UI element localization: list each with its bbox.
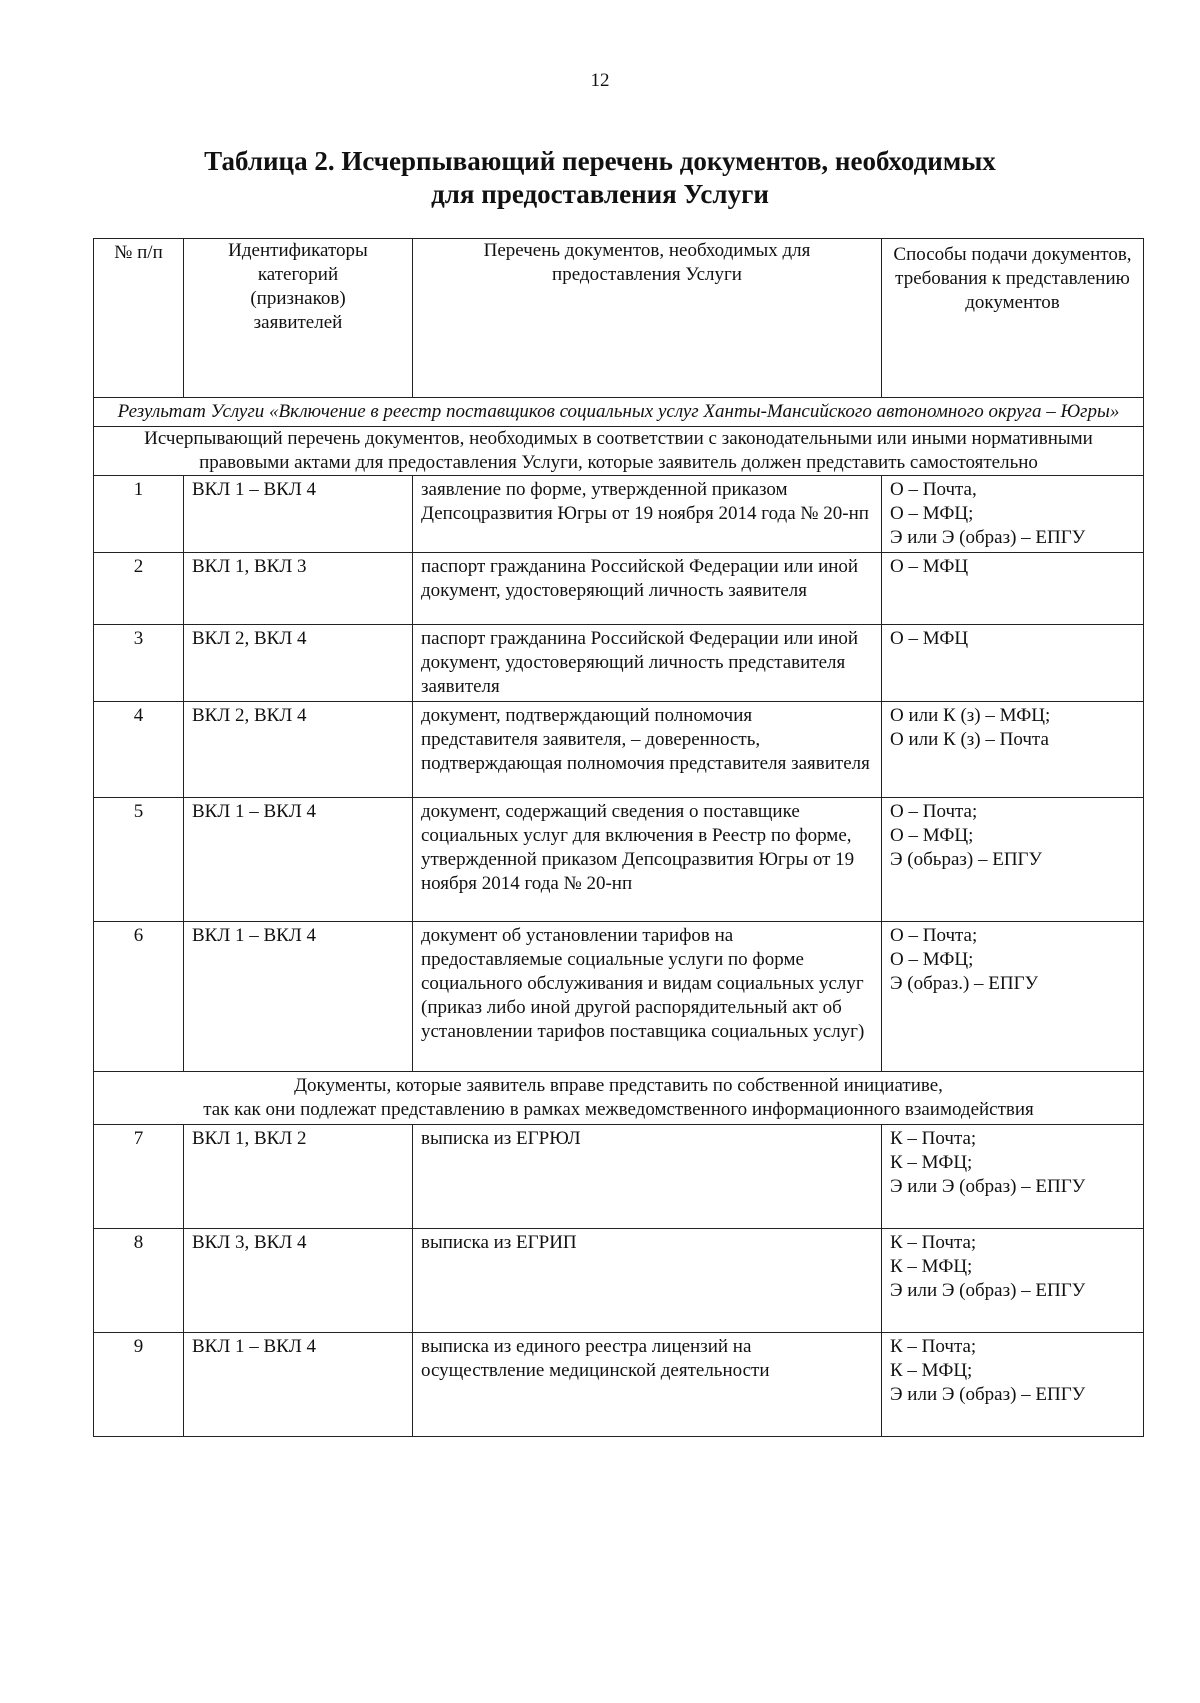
row-methods	[882, 1125, 1144, 1229]
method-line: О – Почта;	[890, 925, 978, 946]
method-line: К – МФЦ;	[890, 1152, 973, 1173]
row-methods	[882, 1333, 1144, 1437]
row-category: ВКЛ 1 – ВКЛ 4	[184, 476, 413, 553]
row-number: 3	[94, 625, 184, 702]
row-category: ВКЛ 3, ВКЛ 4	[184, 1229, 413, 1333]
method-line: К – МФЦ;	[890, 1360, 973, 1381]
row-category: ВКЛ 1 – ВКЛ 4	[184, 798, 413, 922]
documents-table	[93, 238, 1144, 1437]
section-2-line-1: Документы, которые заявитель вправе представить по собственной инициативе,	[294, 1075, 943, 1096]
method-line: О – Почта,	[890, 479, 977, 500]
method-line: О – Почта;	[890, 801, 978, 822]
page-title	[0, 145, 1200, 211]
method-line: О – МФЦ;	[890, 949, 974, 970]
row-methods	[882, 922, 1144, 1072]
table-row	[94, 702, 1144, 798]
row-category: ВКЛ 1 – ВКЛ 4	[184, 1333, 413, 1437]
table-row	[94, 1333, 1144, 1437]
table-row	[94, 798, 1144, 922]
method-line: О или К (з) – Почта	[890, 729, 1049, 750]
row-document: заявление по форме, утвержденной приказом Депсоцразвития Югры от 19 ноября 2014 года № 20-нп	[413, 476, 882, 553]
row-document: документ, подтверждающий полномочия представителя заявителя, – доверенность, подтверждающая полномочия представителя заявителя	[413, 702, 882, 798]
optional-documents-group	[94, 1125, 1144, 1437]
row-category: ВКЛ 1, ВКЛ 3	[184, 553, 413, 625]
table-row	[94, 1125, 1144, 1229]
row-document: паспорт гражданина Российской Федерации или иной документ, удостоверяющий личность заявителя	[413, 553, 882, 625]
method-line: О – МФЦ;	[890, 503, 974, 524]
row-number: 4	[94, 702, 184, 798]
row-number: 9	[94, 1333, 184, 1437]
section-2-row	[94, 1072, 1144, 1125]
row-document: выписка из единого реестра лицензий на осуществление медицинской деятельности	[413, 1333, 882, 1437]
method-line: О – МФЦ	[890, 556, 969, 577]
header-methods: Способы подачи документов, требования к представлению документов	[882, 239, 1144, 398]
method-line: К – МФЦ;	[890, 1256, 973, 1277]
method-line: Э или Э (образ) – ЕПГУ	[890, 1384, 1086, 1405]
row-number: 2	[94, 553, 184, 625]
row-category: ВКЛ 1 – ВКЛ 4	[184, 922, 413, 1072]
table-row	[94, 1229, 1144, 1333]
method-line: О или К (з) – МФЦ;	[890, 705, 1051, 726]
row-methods	[882, 553, 1144, 625]
section-1-row	[94, 427, 1144, 476]
row-number: 1	[94, 476, 184, 553]
result-row	[94, 398, 1144, 427]
row-methods	[882, 476, 1144, 553]
row-category: ВКЛ 2, ВКЛ 4	[184, 625, 413, 702]
row-document: выписка из ЕГРЮЛ	[413, 1125, 882, 1229]
section-2-heading	[94, 1072, 1144, 1125]
result-heading: Результат Услуги «Включение в реестр поставщиков социальных услуг Ханты-Мансийского автономного округа – Югры»	[94, 398, 1144, 427]
method-line: Э или Э (образ) – ЕПГУ	[890, 1176, 1086, 1197]
method-line: Э или Э (образ) – ЕПГУ	[890, 1280, 1086, 1301]
header-documents: Перечень документов, необходимых для предоставления Услуги	[413, 239, 882, 398]
row-number: 6	[94, 922, 184, 1072]
section-1-heading: Исчерпывающий перечень документов, необходимых в соответствии с законодательными или иными нормативными правовыми актами для предоставления Услуги, которые заявитель должен представить самостоятельно	[94, 427, 1144, 476]
method-line: К – Почта;	[890, 1128, 977, 1149]
table-row	[94, 553, 1144, 625]
table-row	[94, 922, 1144, 1072]
row-methods	[882, 702, 1144, 798]
required-documents-group	[94, 476, 1144, 1072]
header-num: № п/п	[94, 239, 184, 398]
table-header-row	[94, 239, 1144, 398]
row-methods	[882, 798, 1144, 922]
method-line: Э (образ.) – ЕПГУ	[890, 973, 1039, 994]
table-row	[94, 625, 1144, 702]
row-category: ВКЛ 1, ВКЛ 2	[184, 1125, 413, 1229]
row-document: выписка из ЕГРИП	[413, 1229, 882, 1333]
method-line: Э или Э (образ) – ЕПГУ	[890, 527, 1086, 548]
header-category: Идентификаторы категорий (признаков) заявителей	[184, 239, 413, 398]
page-number: 12	[590, 70, 610, 91]
method-line: О – МФЦ;	[890, 825, 974, 846]
row-document: паспорт гражданина Российской Федерации или иной документ, удостоверяющий личность представителя заявителя	[413, 625, 882, 702]
row-category: ВКЛ 2, ВКЛ 4	[184, 702, 413, 798]
row-methods	[882, 625, 1144, 702]
row-number: 8	[94, 1229, 184, 1333]
row-number: 5	[94, 798, 184, 922]
method-line: О – МФЦ	[890, 628, 969, 649]
row-number: 7	[94, 1125, 184, 1229]
section-2-line-2: так как они подлежат представлению в рамках межведомственного информационного взаимодействия	[203, 1099, 1034, 1120]
method-line: К – Почта;	[890, 1336, 977, 1357]
title-line-1: Таблица 2. Исчерпывающий перечень документов, необходимых	[204, 146, 996, 176]
row-document: документ об установлении тарифов на предоставляемые социальные услуги по форме социального обслуживания и видам социальных услуг (приказ либо иной другой распорядительный акт об установлении тарифов поставщика социальных услуг)	[413, 922, 882, 1072]
row-document: документ, содержащий сведения о поставщике социальных услуг для включения в Реестр по форме, утвержденной приказом Депсоцразвития Югры от 19 ноября 2014 года № 20-нп	[413, 798, 882, 922]
title-line-2: для предоставления Услуги	[431, 179, 769, 209]
method-line: К – Почта;	[890, 1232, 977, 1253]
row-methods	[882, 1229, 1144, 1333]
method-line: Э (обьраз) – ЕПГУ	[890, 849, 1042, 870]
table-row	[94, 476, 1144, 553]
